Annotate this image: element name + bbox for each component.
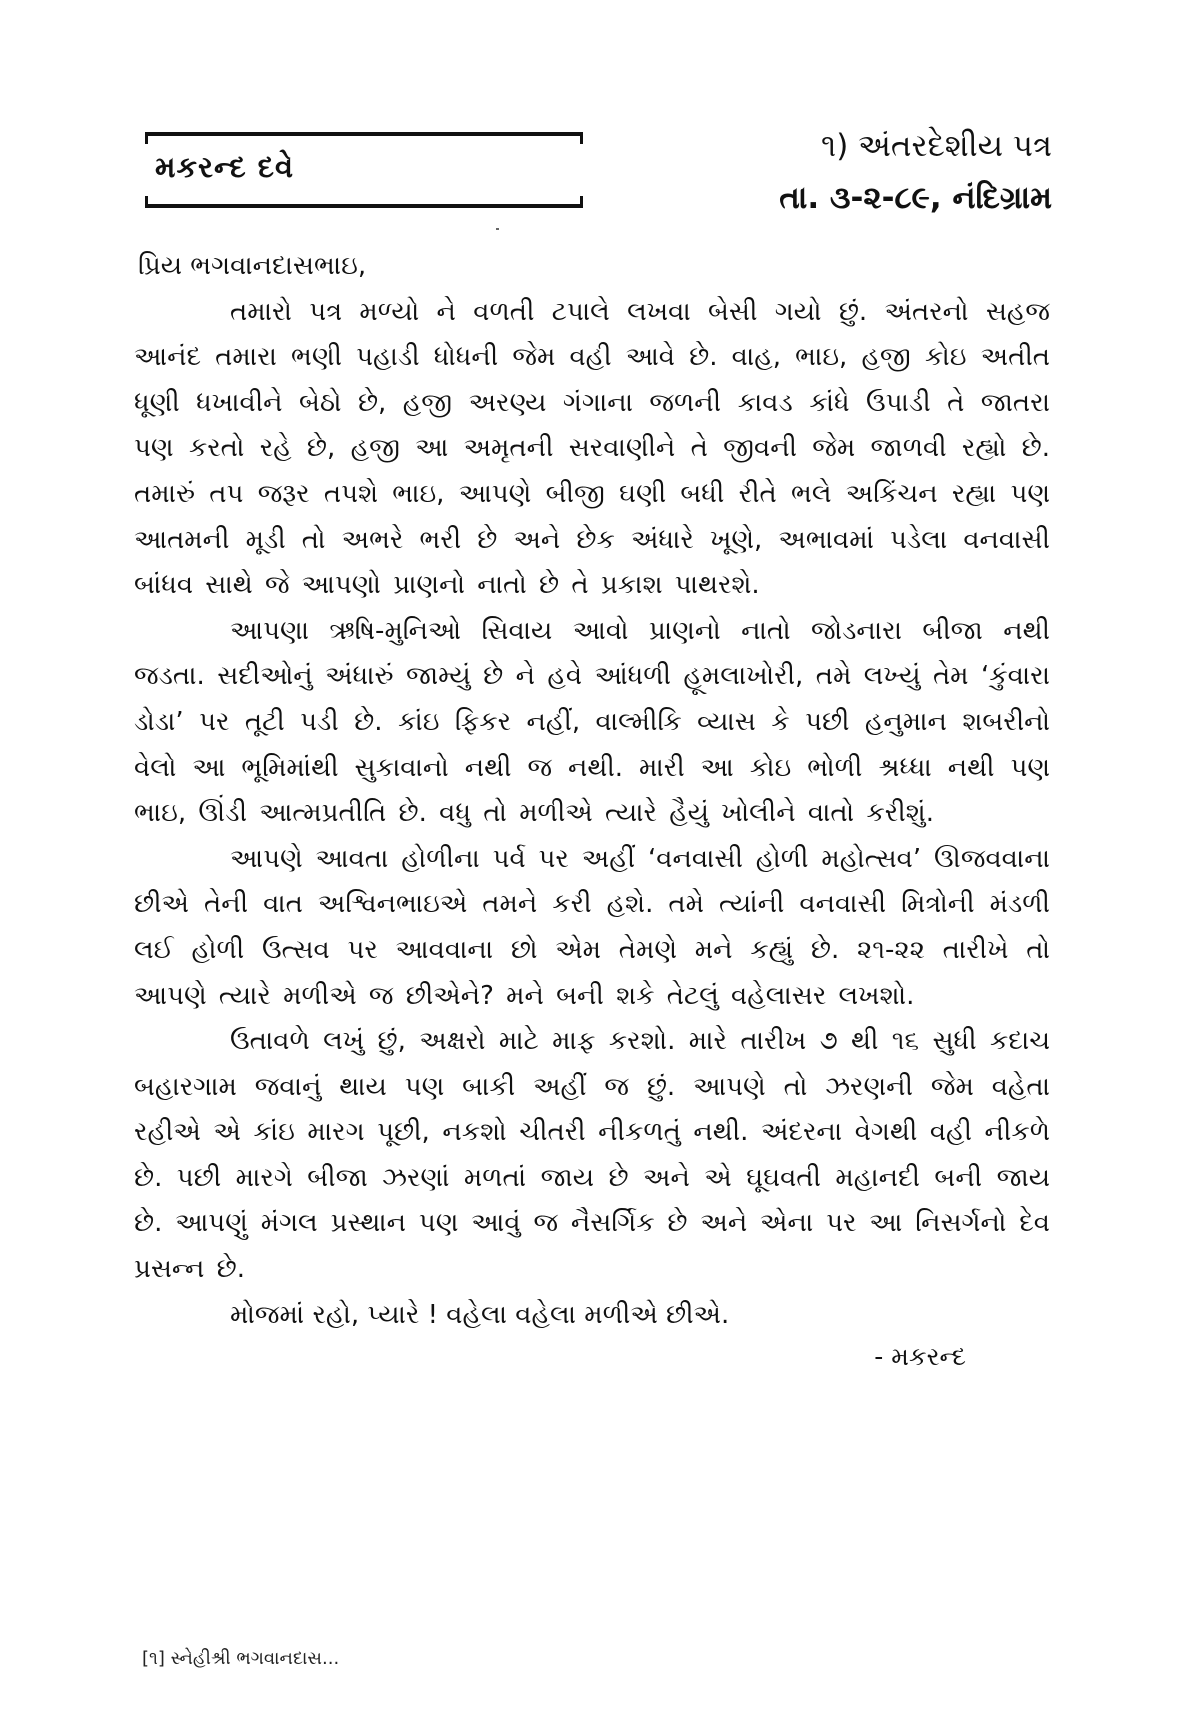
paragraph-text: આપણે આવતા હોળીના પર્વ પર અહીં ‘વનવાસી હોળી મહોત્સવ’ ઊજવવાના છીએ તેની વાત અશ્વિનભાઇએ તમને કરી હશે. તમે ત્યાંની વનવાસી મિત્રોની મંડળી લઈ હોળી ઉત્સવ પર આવવાના છો એમ તેમણે મને કહ્યું છે. ૨૧-૨૨ તારીખે તો આપણે ત્યારે મળીએ જ છીએને? મને બની શકે તેટલું વહેલાસર લખશો. bbox=[134, 843, 1050, 1011]
bottom-rule bbox=[145, 204, 583, 208]
author-name: મકરન્દ દવે bbox=[155, 150, 295, 184]
bracket-tick bbox=[580, 196, 583, 208]
letter-type: ૧) અંતરદેશીય પત્ર bbox=[821, 128, 1052, 164]
paragraph-3 bbox=[134, 837, 1050, 1019]
date-place: તા. ૩-૨-૮૯, નંદિગ્રામ bbox=[779, 180, 1052, 216]
bracket-tick bbox=[580, 132, 583, 144]
bracket-tick bbox=[145, 132, 148, 144]
page-footer: [૧] સ્નેહીશ્રી ભગવાનદાસ... bbox=[142, 1648, 340, 1669]
top-rule bbox=[145, 132, 583, 136]
scan-mark bbox=[496, 228, 499, 230]
paragraph-4 bbox=[134, 1019, 1050, 1293]
closing-line: મોજમાં રહો, પ્યારે ! વહેલા વહેલા મળીએ છીએ. bbox=[230, 1299, 730, 1330]
letter-body bbox=[134, 244, 1050, 1338]
signature: - મકરન્દ bbox=[874, 1342, 966, 1372]
author-name-box bbox=[145, 132, 583, 208]
paragraph-2 bbox=[134, 609, 1050, 837]
letter-header bbox=[779, 120, 1052, 224]
paragraph-1 bbox=[134, 290, 1050, 609]
paragraph-text: ઉતાવળે લખું છું, અક્ષરો માટે માફ કરશો. મારે તારીખ ૭ થી ૧૬ સુધી કદાચ બહારગામ જવાનું થાય પણ બાકી અહીં જ છું. આપણે તો ઝરણની જેમ વહેતા રહીએ એ કાંઇ મારગ પૂછી, નકશો ચીતરી નીકળતું નથી. અંદરના વેગથી વહી નીકળે છે. પછી મારગે બીજા ઝરણાં મળતાં જાય છે અને એ ઘૂઘવતી મહાનદી બની જાય છે. આપણું મંગલ પ્રસ્થાન પણ આવું જ નૈસર્ગિક છે અને એના પર આ નિસર્ગનો દેવ પ્રસન્ન છે. bbox=[134, 1026, 1051, 1285]
paragraph-text: આપણા ઋષિ-મુનિઓ સિવાય આવો પ્રાણનો નાતો જોડનારા બીજા નથી જડતા. સદીઓનું અંધારું જામ્યું છે ને હવે આંધળી હૂમલાખોરી, તમે લખ્યું તેમ ‘કુંવારા ડોડા’ પર તૂટી પડી છે. કાંઇ ફિકર નહીં, વાલ્મીકિ વ્યાસ કે પછી હનુમાન શબરીનો વેલો આ ભૂમિમાંથી સુકાવાનો નથી જ નથી. મારી આ કોઇ ભોળી શ્રધ્ધા નથી પણ ભાઇ, ઊંડી આત્મપ્રતીતિ છે. વધુ તો મળીએ ત્યારે હૈયું ખોલીને વાતો કરીશું. bbox=[134, 615, 1050, 829]
paragraph-text: તમારો પત્ર મળ્યો ને વળતી ટપાલે લખવા બેસી ગયો છું. અંતરનો સહજ આનંદ તમારા ભણી પહાડી ધોધની જેમ વહી આવે છે. વાહ, ભાઇ, હજી કોઇ અતીત ધૂણી ધખાવીને બેઠો છે, હજી અરણ્ય ગંગાના જળની કાવડ કાંધે ઉપાડી તે જાતરા પણ કરતો રહે છે, હજી આ અમૃતની સરવાણીને તે જીવની જેમ જાળવી રહ્યો છે. તમારું તપ જરૂર તપશે ભાઇ, આપણે બીજી ઘણી બધી રીતે ભલે અકિંચન રહ્યા પણ આતમની મૂડી તો અભરે ભરી છે અને છેક અંધારે ખૂણે, અભાવમાં પડેલા વનવાસી બાંધવ સાથે જે આપણો પ્રાણનો નાતો છે તે પ્રકાશ પાથરશે. bbox=[134, 296, 1050, 601]
salutation: પ્રિય ભગવાનદાસભાઇ, bbox=[138, 251, 367, 281]
bracket-tick bbox=[145, 196, 148, 208]
